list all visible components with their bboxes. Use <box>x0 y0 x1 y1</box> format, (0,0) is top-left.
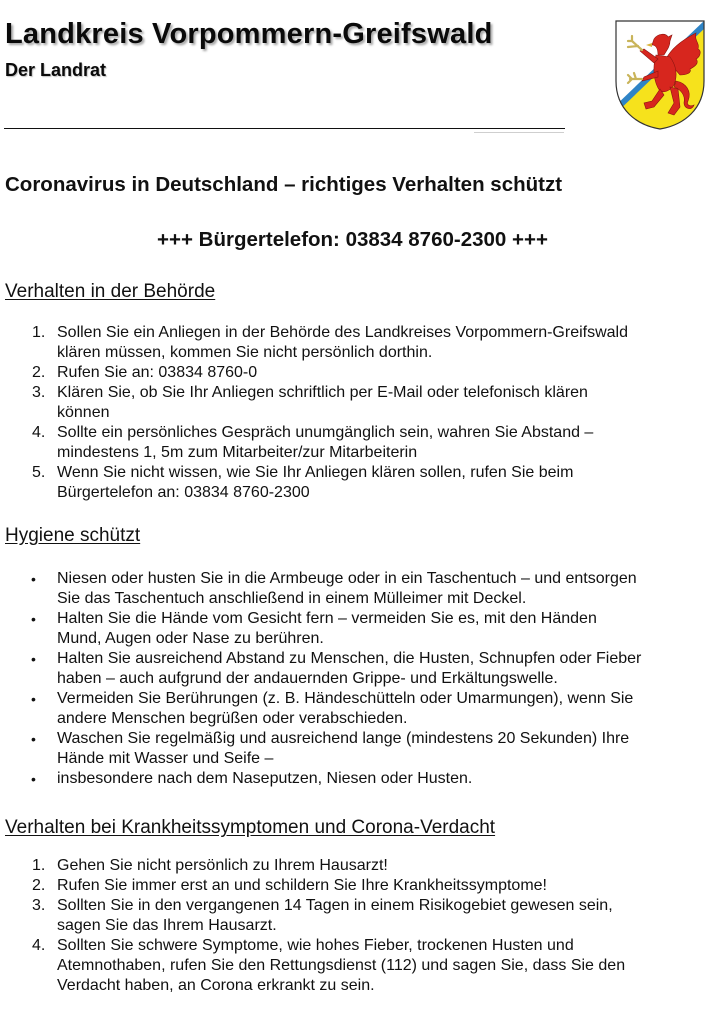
list-item <box>0 649 700 689</box>
list-item-text: Sollten Sie schwere Symptome, wie hohes Fieber, trockenen Husten und Atemnothaben, rufen Sie den Rettungsdienst (112) und sagen Sie, dass Sie den Verdacht haben, an Corona erkrankt zu sein. <box>57 937 626 994</box>
list-number: 5. <box>32 464 46 481</box>
list-item <box>0 423 700 463</box>
list-item-text: Sollten Sie in den vergangenen 14 Tagen in einem Risikogebiet gewesen sein, sagen Sie das Ihrem Hausarzt. <box>57 897 613 934</box>
list-item <box>0 896 700 936</box>
list-item-text: Halten Sie ausreichend Abstand zu Menschen, die Husten, Schnupfen oder Fieber haben – auch aufgrund der andauernden Grippe- und Erkältungswelle. <box>57 650 642 687</box>
list-item-text: Gehen Sie nicht persönlich zu Ihrem Hausarzt! <box>57 857 388 874</box>
organization-title: Landkreis Vorpommern-Greifswald <box>5 18 493 50</box>
list-item <box>0 856 700 876</box>
list-item <box>0 609 700 649</box>
list-number: 4. <box>32 937 46 954</box>
header-divider <box>4 128 565 129</box>
list-item <box>0 729 700 769</box>
hygiene-tips-list <box>0 569 700 789</box>
bullet-icon: • <box>31 651 36 667</box>
list-number: 1. <box>32 324 46 341</box>
list-number: 2. <box>32 364 46 381</box>
list-item-text: Rufen Sie an: 03834 8760-0 <box>57 364 258 381</box>
list-item <box>0 689 700 729</box>
list-item-text: Wenn Sie nicht wissen, wie Sie Ihr Anliegen klären sollen, rufen Sie beim Bürgertelefon an: 03834 8760-2300 <box>57 464 574 501</box>
bullet-icon: • <box>31 611 36 627</box>
section-heading-symptoms: Verhalten bei Krankheitssymptomen und Corona-Verdacht <box>5 817 496 838</box>
list-number: 1. <box>32 857 46 874</box>
list-item-text: Klären Sie, ob Sie Ihr Anliegen schriftlich per E-Mail oder telefonisch klären können <box>57 384 588 421</box>
list-item-text: Sollte ein persönliches Gespräch unumgänglich sein, wahren Sie Abstand – mindestens 1, 5m zum Mitarbeiter/zur Mitarbeiterin <box>57 424 594 461</box>
section-heading-authority: Verhalten in der Behörde <box>5 281 216 302</box>
list-item-text: Waschen Sie regelmäßig und ausreichend lange (mindestens 20 Sekunden) Ihre Hände mit Wasser und Seife – <box>57 730 630 767</box>
organization-subtitle: Der Landrat <box>5 60 107 80</box>
list-item <box>0 936 700 996</box>
list-item <box>0 323 700 363</box>
list-number: 4. <box>32 424 46 441</box>
list-item-text: Halten Sie die Hände vom Gesicht fern – vermeiden Sie es, mit den Händen Mund, Augen oder Nase zu berühren. <box>57 610 597 647</box>
list-item-text: Vermeiden Sie Berührungen (z. B. Händeschütteln oder Umarmungen), wenn Sie andere Menschen begrüßen oder verabschieden. <box>57 690 634 727</box>
list-number: 3. <box>32 384 46 401</box>
bullet-icon: • <box>31 731 36 747</box>
list-item <box>0 363 700 383</box>
section-heading-hygiene: Hygiene schützt <box>5 525 141 546</box>
hotline-banner: +++ Bürgertelefon: 03834 8760-2300 +++ <box>157 228 548 251</box>
list-item <box>0 876 700 896</box>
header-divider-shadow <box>474 132 564 133</box>
list-number: 3. <box>32 897 46 914</box>
symptoms-steps-list <box>0 856 700 996</box>
list-item-text: Sollen Sie ein Anliegen in der Behörde des Landkreises Vorpommern-Greifswald klären müssen, kommen Sie nicht persönlich dorthin. <box>57 324 628 361</box>
list-item-text: Rufen Sie immer erst an und schildern Sie Ihre Krankheitssymptome! <box>57 877 547 894</box>
list-number: 2. <box>32 877 46 894</box>
bullet-icon: • <box>31 771 36 787</box>
list-item <box>0 569 700 609</box>
authority-steps-list <box>0 323 700 503</box>
list-item <box>0 383 700 423</box>
bullet-icon: • <box>31 691 36 707</box>
list-item-text: insbesondere nach dem Naseputzen, Niesen oder Husten. <box>57 770 473 787</box>
document-title: Coronavirus in Deutschland – richtiges Verhalten schützt <box>5 173 563 196</box>
bullet-icon: • <box>31 571 36 587</box>
list-item <box>0 769 700 789</box>
list-item-text: Niesen oder husten Sie in die Armbeuge oder in ein Taschentuch – und entsorgen Sie das Taschentuch anschließend in einem Mülleimer mit Deckel. <box>57 570 637 607</box>
griffin-coat-of-arms-icon <box>614 19 706 131</box>
list-item <box>0 463 700 503</box>
